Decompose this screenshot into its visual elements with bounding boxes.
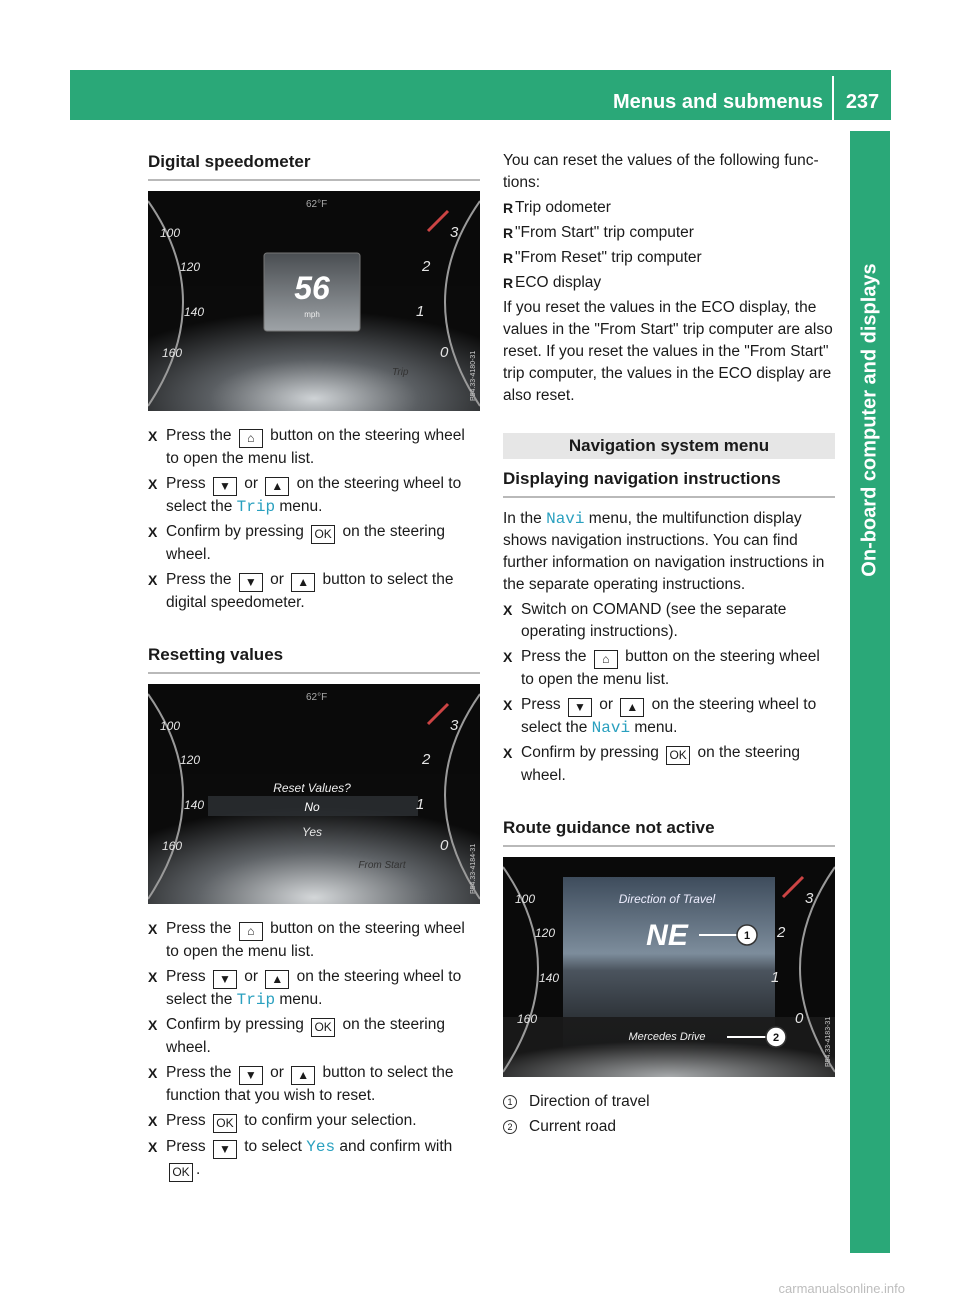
left-column (148, 150, 480, 1185)
list-item-text: ECO display (515, 274, 602, 291)
reset-function-list (503, 197, 835, 294)
reset-intro: You can reset the values of the following func-tions: (503, 152, 819, 191)
heading-digital-speedometer: Digital speedometer (148, 150, 480, 181)
gauge-tick-right: 2 (777, 924, 786, 941)
callout-marker-2: 2 (772, 1032, 780, 1044)
step-marker: X (148, 476, 158, 492)
image-ref: P54.33-4184-31 (470, 843, 477, 894)
step-marker: X (503, 745, 513, 761)
menu-term: Trip (236, 498, 276, 516)
ok-button-icon: OK (169, 1163, 193, 1182)
step-marker: X (148, 524, 158, 540)
callout-direction-of-travel (503, 1091, 835, 1113)
step-text: Press the ⌂ button on the steering wheel to open the menu list. (166, 427, 465, 467)
up-arrow-button-icon: ▲ (265, 970, 289, 989)
steps-digital-speedometer (148, 425, 480, 614)
gauge-tick-right: 0 (440, 837, 449, 854)
step-marker: X (148, 1139, 158, 1155)
step-marker: X (503, 697, 513, 713)
step-marker: X (148, 1065, 158, 1081)
down-arrow-button-icon: ▼ (213, 477, 237, 496)
bullet-marker: R (503, 225, 514, 241)
gauge-tick-left: 120 (535, 926, 556, 940)
step-marker: X (503, 649, 513, 665)
section-band-navigation: Navigation system menu (503, 433, 835, 459)
speed-value: 56 (294, 270, 330, 306)
instruction-step (148, 966, 480, 1011)
header-title: Menus and submenus (612, 91, 823, 113)
reset-display-image (148, 684, 480, 904)
gauge-tick-right: 1 (416, 796, 425, 813)
speedometer-display-image (148, 191, 480, 411)
up-arrow-button-icon: ▲ (291, 573, 315, 592)
side-tab-label-wrap (850, 140, 890, 700)
menu-term: Trip (236, 991, 276, 1009)
navigation-display-image (503, 857, 835, 1077)
display-mode: From Start (358, 860, 406, 871)
instruction-step (148, 1014, 480, 1059)
page-number: 237 (845, 91, 880, 113)
image-ref: P54.33-4180-31 (470, 350, 477, 401)
callout-text: Current road (529, 1118, 617, 1135)
gauge-tick-left: 140 (184, 798, 205, 812)
ok-button-icon: OK (311, 1018, 335, 1037)
gauge-tick-right: 1 (416, 303, 425, 320)
instruction-step (148, 473, 480, 518)
up-arrow-button-icon: ▲ (265, 477, 289, 496)
navigation-display-svg (503, 857, 835, 1077)
step-text: Confirm by pressing OK on the steering wheel. (166, 1016, 445, 1056)
footer-watermark: carmanualsonline.info (778, 1281, 905, 1296)
gauge-tick-right: 3 (805, 890, 814, 907)
right-column (503, 150, 835, 1141)
display-mode: Trip (392, 367, 409, 378)
gauge-tick-left: 100 (160, 226, 181, 240)
bullet-marker: R (503, 250, 514, 266)
step-marker: X (503, 602, 513, 618)
reset-question: Reset Values? (273, 781, 351, 795)
heading-resetting-values: Resetting values (148, 643, 480, 674)
callout-marker-1: 1 (743, 930, 751, 942)
reset-option-no: No (304, 800, 320, 814)
instruction-step (503, 742, 835, 787)
step-text: Press the ▼ or ▲ button to select the function that you wish to reset. (166, 1064, 454, 1104)
callout-number: 1 (503, 1095, 517, 1109)
gauge-tick-right: 2 (422, 258, 431, 275)
list-item (503, 197, 835, 219)
down-arrow-button-icon: ▼ (213, 1140, 237, 1159)
speedometer-display-svg (148, 191, 480, 411)
step-marker: X (148, 572, 158, 588)
down-arrow-button-icon: ▼ (239, 573, 263, 592)
instruction-step (148, 1136, 480, 1182)
instruction-step (148, 425, 480, 470)
step-text: Switch on COMAND (see the separate operating instructions). (521, 601, 787, 640)
nav-display-title: Direction of Travel (618, 892, 716, 906)
menu-term: Navi (546, 510, 585, 528)
up-arrow-button-icon: ▲ (620, 698, 644, 717)
gauge-tick-left: 120 (180, 753, 201, 767)
gauge-tick-right: 1 (771, 969, 780, 986)
list-item-text: "From Start" trip computer (515, 224, 694, 241)
down-arrow-button-icon: ▼ (239, 1066, 263, 1085)
reset-display-svg (148, 684, 480, 904)
list-item-text: "From Reset" trip computer (515, 249, 702, 266)
instruction-step (503, 646, 835, 691)
step-text: Confirm by pressing OK on the steering wheel. (166, 523, 445, 563)
instruction-step (503, 599, 835, 643)
instruction-step (148, 1110, 480, 1133)
gauge-tick-right: 2 (422, 751, 431, 768)
menu-term: Yes (306, 1138, 336, 1156)
list-item (503, 272, 835, 294)
step-marker: X (148, 428, 158, 444)
menu-term: Navi (591, 719, 631, 737)
gauge-tick-left: 100 (160, 719, 181, 733)
step-text: Press the ⌂ button on the steering wheel to open the menu list. (521, 648, 820, 688)
step-marker: X (148, 969, 158, 985)
list-item-text: Trip odometer (515, 199, 611, 216)
outside-temp: 62°F (306, 692, 328, 703)
step-text: Press ▼ or ▲ on the steering wheel to select the Trip menu. (166, 475, 462, 516)
side-tab-label: On-board computer and displays (859, 263, 882, 577)
home-button-icon: ⌂ (239, 429, 263, 448)
heading-route-guidance: Route guidance not active (503, 816, 835, 847)
ok-button-icon: OK (666, 746, 690, 765)
step-text: Press ▼ or ▲ on the steering wheel to select the Trip menu. (166, 968, 462, 1009)
home-button-icon: ⌂ (239, 922, 263, 941)
heading-navigation-instructions: Displaying navigation instructions (503, 467, 835, 498)
gauge-tick-right: 0 (440, 344, 449, 361)
step-text: Press ▼ to select Yes and confirm with OK . (166, 1138, 452, 1178)
ok-button-icon: OK (213, 1114, 237, 1133)
down-arrow-button-icon: ▼ (568, 698, 592, 717)
gauge-tick-right: 0 (795, 1010, 804, 1027)
list-item (503, 222, 835, 244)
outside-temp: 62°F (306, 199, 328, 210)
home-button-icon: ⌂ (594, 650, 618, 669)
callout-text: Direction of travel (529, 1093, 650, 1110)
gauge-tick-right: 3 (450, 224, 459, 241)
gauge-tick-left: 140 (539, 971, 560, 985)
instruction-step (148, 569, 480, 614)
step-text: Press ▼ or ▲ on the steering wheel to select the Navi menu. (521, 696, 817, 737)
step-text: Press the ⌂ button on the steering wheel to open the menu list. (166, 920, 465, 960)
steps-resetting-values (148, 918, 480, 1182)
step-marker: X (148, 1017, 158, 1033)
steps-navigation (503, 599, 835, 787)
gauge-tick-left: 120 (180, 260, 201, 274)
instruction-step (148, 918, 480, 963)
ok-button-icon: OK (311, 525, 335, 544)
gauge-tick-left: 140 (184, 305, 205, 319)
step-text: Press OK to confirm your selection. (166, 1112, 417, 1129)
up-arrow-button-icon: ▲ (291, 1066, 315, 1085)
instruction-step (503, 694, 835, 739)
gauge-tick-right: 3 (450, 717, 459, 734)
navigation-intro: In the Navi menu, the multifunction display shows navigation instructions. You can find further information on navigation instructions in the separate operating instructions. (503, 510, 825, 593)
bullet-marker: R (503, 200, 514, 216)
down-arrow-button-icon: ▼ (213, 970, 237, 989)
callout-number: 2 (503, 1120, 517, 1134)
instruction-step (148, 1062, 480, 1107)
speed-unit: mph (304, 310, 320, 319)
step-text: Press the ▼ or ▲ button to select the digital speedometer. (166, 571, 454, 611)
list-item (503, 247, 835, 269)
direction-of-travel-value: NE (646, 919, 688, 952)
instruction-step (148, 521, 480, 566)
gauge-tick-left: 160 (162, 839, 183, 853)
gauge-tick-left: 160 (517, 1012, 538, 1026)
gauge-tick-left: 160 (162, 346, 183, 360)
callout-current-road (503, 1116, 835, 1138)
current-road-value: Mercedes Drive (628, 1031, 706, 1043)
gauge-tick-left: 100 (515, 892, 536, 906)
step-marker: X (148, 921, 158, 937)
bullet-marker: R (503, 275, 514, 291)
step-marker: X (148, 1113, 158, 1129)
step-text: Confirm by pressing OK on the steering wheel. (521, 744, 800, 784)
image-ref: P54.33-4183-31 (825, 1016, 832, 1067)
reset-option-yes: Yes (301, 825, 323, 839)
eco-reset-note: If you reset the values in the ECO display, the values in the "From Start" trip computer are also reset. If you reset the values in the "From Start" trip computer, the values in the ECO display are also reset. (503, 299, 833, 404)
